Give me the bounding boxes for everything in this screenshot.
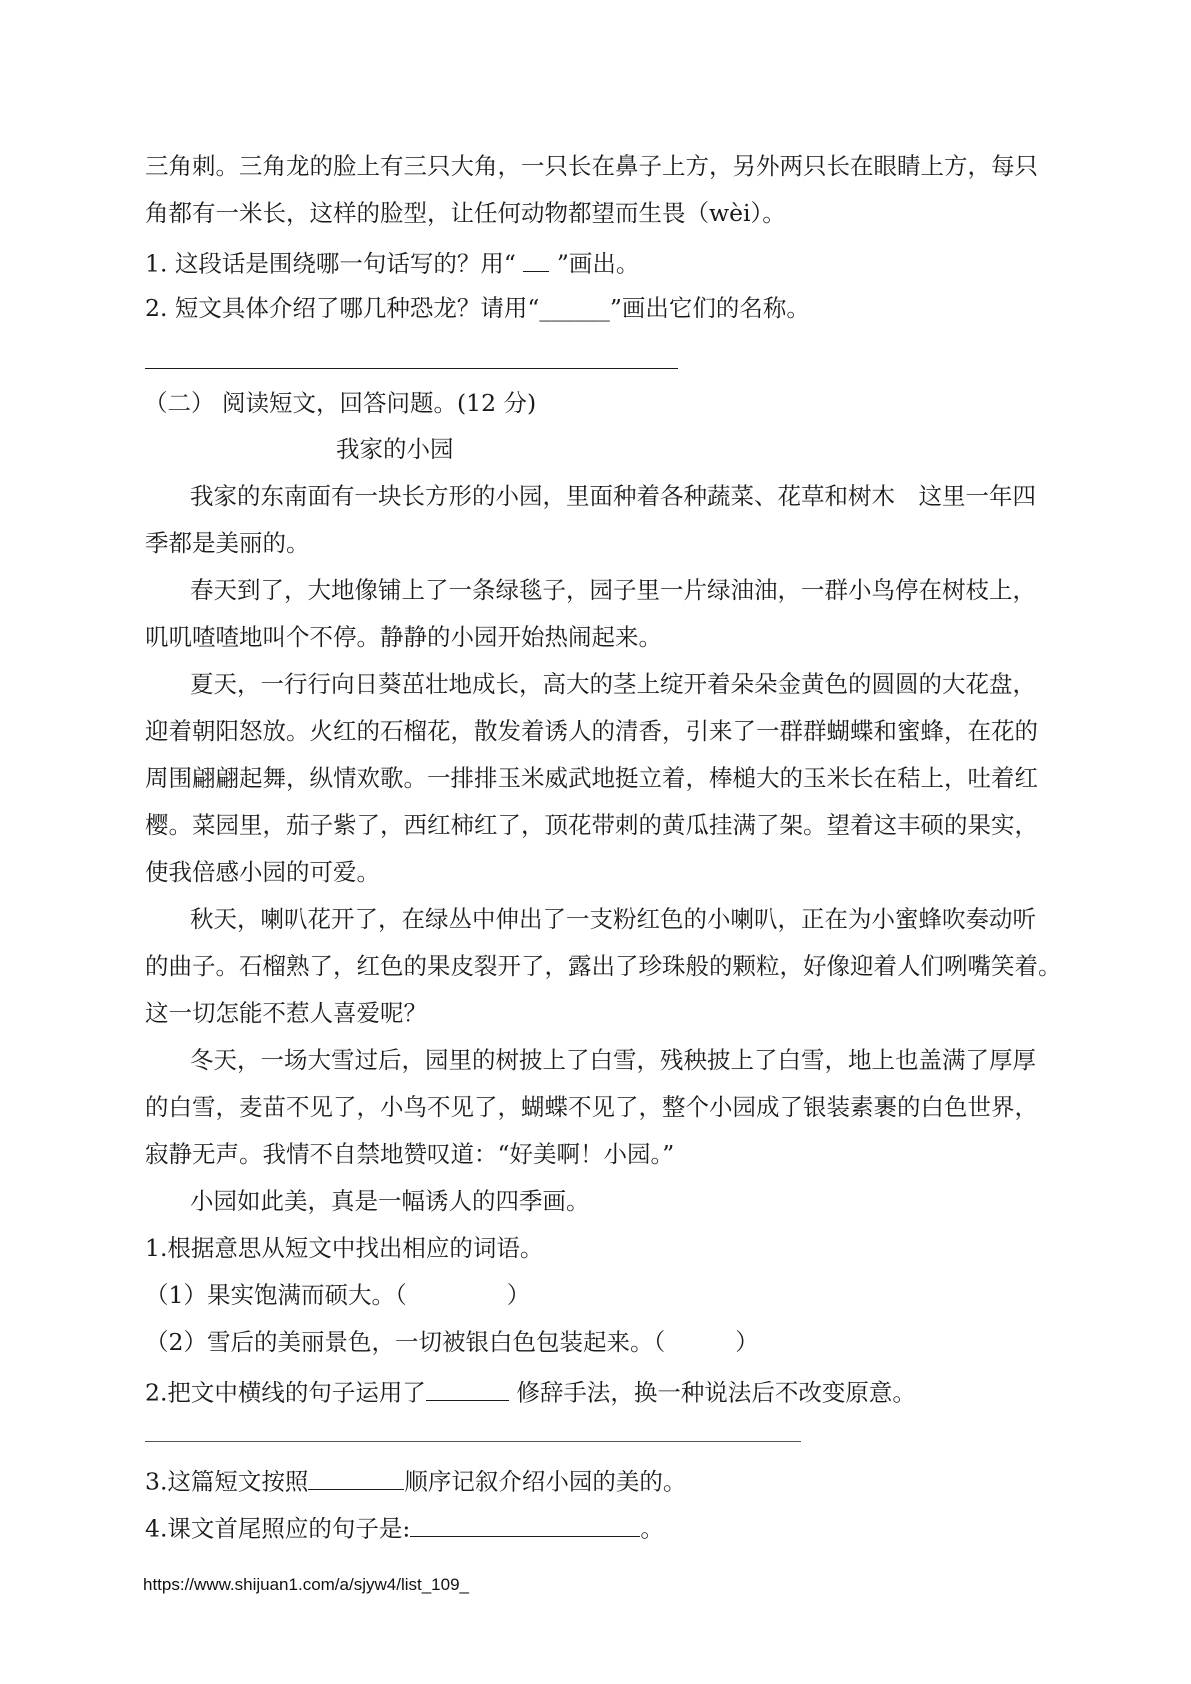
question-text: 。 bbox=[640, 1514, 664, 1543]
colon: : bbox=[402, 1514, 411, 1543]
passage-title: 我家的小园 bbox=[336, 435, 454, 463]
question-1: 1.根据意思从短文中找出相应的词语。 bbox=[145, 1234, 544, 1262]
paragraph-line: 季都是美丽的。 bbox=[145, 529, 310, 557]
paragraph-line: 使我倍感小园的可爱。 bbox=[145, 858, 380, 886]
paragraph-line: 夏天，一行行向日葵茁壮地成长，高大的茎上绽开着朵朵金黄色的圆圆的大花盘， bbox=[190, 670, 1036, 698]
question-2: 2. 短文具体介绍了哪几种恐龙？请用“______”画出它们的名称。 bbox=[145, 294, 810, 322]
answer-blank[interactable] bbox=[410, 1511, 640, 1537]
paragraph-line: 我家的东南面有一块长方形的小园，里面种着各种蔬菜、花草和树木 这里一年四 bbox=[190, 482, 1036, 510]
section-heading: （二） 阅读短文，回答问题。(12 分) bbox=[144, 389, 537, 417]
answer-blank[interactable] bbox=[426, 1375, 509, 1401]
question-text: 4.课文首尾照应的句子是 bbox=[145, 1514, 403, 1543]
answer-line[interactable] bbox=[145, 1441, 801, 1442]
question-text: 3.这篇短文按照 bbox=[145, 1467, 309, 1496]
question-text: 修辞手法，换一种说法后不改变原意。 bbox=[508, 1378, 916, 1407]
passage-line: 三角刺。三角龙的脸上有三只大角，一只长在鼻子上方，另外两只长在眼睛上方，每只 bbox=[145, 152, 1038, 180]
question-text: 1. 这段话是围绕哪一句话写的？用“ bbox=[145, 249, 524, 278]
paragraph-line: 的曲子。石榴熟了，红色的果皮裂开了，露出了珍珠般的颗粒，好像迎着人们咧嘴笑着。 bbox=[145, 952, 1062, 980]
paragraph-line: 这一切怎能不惹人喜爱呢？ bbox=[145, 999, 427, 1027]
question-2 bbox=[145, 1375, 916, 1407]
question-text: ） bbox=[506, 1281, 531, 1309]
question-1b bbox=[145, 1328, 759, 1356]
paragraph-line: 周围翩翩起舞，纵情欢歌。一排排玉米威武地挺立着，棒槌大的玉米长在秸上，吐着红 bbox=[145, 764, 1038, 792]
paragraph-line: 叽叽喳喳地叫个不停。静静的小园开始热闹起来。 bbox=[145, 623, 662, 651]
question-text: （1）果实饱满而硕大。（ bbox=[145, 1281, 407, 1309]
question-1a bbox=[145, 1281, 530, 1309]
question-text: 2.把文中横线的句子运用了 bbox=[145, 1378, 426, 1407]
passage-line: 角都有一米长，这样的脸型，让任何动物都望而生畏（wèi）。 bbox=[145, 199, 786, 227]
question-text: （2）雪后的美丽景色，一切被银白色包装起来。（ bbox=[145, 1328, 666, 1356]
question-1 bbox=[145, 246, 639, 278]
paragraph-line: 樱。菜园里，茄子紫了，西红柿红了，顶花带刺的黄瓜挂满了架。望着这丰硕的果实， bbox=[145, 811, 1038, 839]
question-4 bbox=[145, 1511, 664, 1543]
underline-sample bbox=[523, 246, 549, 272]
paragraph-line: 春天到了，大地像铺上了一条绿毯子，园子里一片绿油油，一群小鸟停在树枝上， bbox=[190, 576, 1036, 604]
question-3 bbox=[145, 1464, 686, 1496]
paragraph-line: 寂静无声。我情不自禁地赞叹道：“好美啊！小园。” bbox=[145, 1140, 675, 1168]
paragraph-line: 的白雪，麦苗不见了，小鸟不见了，蝴蝶不见了，整个小园成了银装素裹的白色世界， bbox=[145, 1093, 1038, 1121]
question-text: ”画出。 bbox=[549, 249, 640, 278]
question-text: 顺序记叙介绍小园的美的。 bbox=[404, 1467, 687, 1496]
paragraph-line: 迎着朝阳怒放。火红的石榴花，散发着诱人的清香，引来了一群群蝴蝶和蜜蜂，在花的 bbox=[145, 717, 1038, 745]
answer-blank[interactable] bbox=[308, 1464, 404, 1490]
paragraph-line: 冬天，一场大雪过后，园里的树披上了白雪，残秧披上了白雪，地上也盖满了厚厚 bbox=[190, 1046, 1036, 1074]
answer-line[interactable] bbox=[145, 368, 678, 369]
question-text: ） bbox=[735, 1328, 759, 1356]
paragraph-line: 秋天，喇叭花开了，在绿丛中伸出了一支粉红色的小喇叭，正在为小蜜蜂吹奏动听 bbox=[190, 905, 1036, 933]
paragraph-line: 小园如此美，真是一幅诱人的四季画。 bbox=[190, 1187, 590, 1215]
source-url[interactable]: https://www.shijuan1.com/a/sjyw4/list_109_ bbox=[143, 1575, 469, 1594]
